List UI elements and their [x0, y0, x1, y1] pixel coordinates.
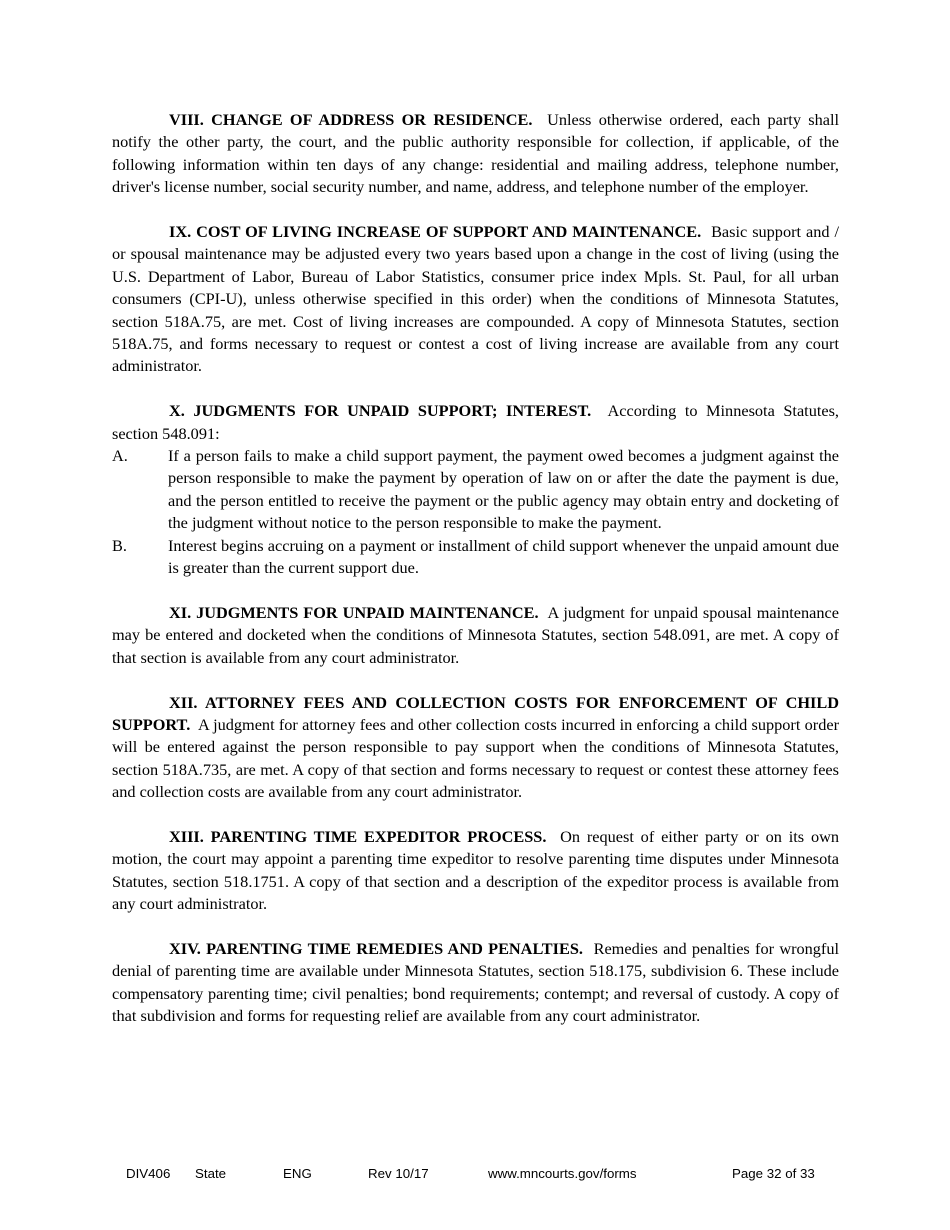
- section-xi: [112, 602, 839, 669]
- section-xii-body: A judgment for attorney fees and other collection costs incurred in enforcing a child support order will be entered against the person responsible to pay support when the conditions of Minnesota Statutes, section 518A.735, are met. A copy of that section and forms necessary to request or contest these attorney fees and collection costs are available from any court administrator.: [112, 714, 840, 802]
- page-footer: [0, 1166, 950, 1186]
- footer-page-number: Page 32 of 33: [732, 1166, 815, 1181]
- section-xiii: [112, 826, 839, 916]
- section-xiii-heading: XIII. PARENTING TIME EXPEDITOR PROCESS.: [169, 826, 547, 846]
- section-ix-body: Basic support and / or spousal maintenance may be adjusted every two years based upon a change in the cost of living (using the U.S. Department of Labor, Bureau of Labor Statistics, consumer price index Mpls. St. Paul, for all urban consumers (CPI-U), unless otherwise specified in this order) when the conditions of Minnesota Statutes, section 518A.75, are met. Cost of living increases are compounded. A copy of Minnesota Statutes, section 518A.75, and forms necessary to request or contest a cost of living increase are available from any court administrator.: [112, 222, 839, 376]
- section-xiv: [112, 938, 839, 1028]
- footer-url: www.mncourts.gov/forms: [488, 1166, 637, 1181]
- list-item: [112, 535, 839, 580]
- list-item: [112, 445, 839, 535]
- footer-jurisdiction: State: [195, 1166, 227, 1181]
- list-item-text: If a person fails to make a child support payment, the payment owed becomes a judgment against the person responsible to make the payment by operation of law on or after the date the payment is due, and the person entitled to receive the payment or the public agency may obtain entry and docketing of the judgment without notice to the person responsible to make the payment.: [168, 446, 839, 533]
- section-xiv-heading: XIV. PARENTING TIME REMEDIES AND PENALTIES.: [169, 938, 583, 958]
- section-xii-heading: XII. ATTORNEY FEES AND COLLECTION COSTS FOR ENFORCEMENT OF CHILD SUPPORT.: [112, 692, 839, 734]
- section-xii: [112, 692, 839, 804]
- section-x: [112, 400, 839, 445]
- section-xi-heading: XI. JUDGMENTS FOR UNPAID MAINTENANCE.: [169, 602, 539, 622]
- section-x-heading: X. JUDGMENTS FOR UNPAID SUPPORT; INTEREST.: [169, 401, 592, 421]
- list-item-text: Interest begins accruing on a payment or installment of child support whenever the unpaid amount due is greater than the current support due.: [168, 535, 839, 578]
- document-page: [112, 109, 839, 1028]
- footer-language: ENG: [283, 1166, 312, 1181]
- list-item-label: A.: [112, 446, 128, 466]
- section-ix: [112, 221, 839, 378]
- section-xiii-body: On request of either party or on its own motion, the court may appoint a parenting time expeditor to resolve parenting time disputes under Minnesota Statutes, section 518.1751. A copy of that section and a description of the expeditor process is available from any court administrator.: [112, 826, 840, 914]
- section-x-body: According to Minnesota Statutes, section 548.091:: [112, 401, 839, 443]
- section-xi-body: A judgment for unpaid spousal maintenance may be entered and docketed when the conditions of Minnesota Statutes, section 548.091, are met. A copy of that section is available from any court administrator.: [112, 602, 839, 667]
- footer-form-id: DIV406: [126, 1166, 171, 1181]
- section-xiv-body: Remedies and penalties for wrongful denial of parenting time are available under Minnesota Statutes, section 518.175, subdivision 6. These include compensatory parenting time; civil penalties; bond requirements; contempt; and reversal of custody. A copy of that subdivision and forms for requesting relief are available from any court administrator.: [112, 938, 840, 1026]
- section-ix-heading: IX. COST OF LIVING INCREASE OF SUPPORT AND MAINTENANCE.: [169, 222, 702, 242]
- section-viii-body: Unless otherwise ordered, each party shall notify the other party, the court, and the public authority responsible for collection, if applicable, of the following information within ten days of any change: residential and mailing address, telephone number, driver's license number, social security number, and name, address, and telephone number of the employer.: [112, 110, 840, 197]
- section-viii: [112, 109, 839, 199]
- section-viii-heading: VIII. CHANGE OF ADDRESS OR RESIDENCE.: [169, 110, 533, 129]
- list-item-label: B.: [112, 535, 127, 555]
- footer-revision: Rev 10/17: [368, 1166, 429, 1181]
